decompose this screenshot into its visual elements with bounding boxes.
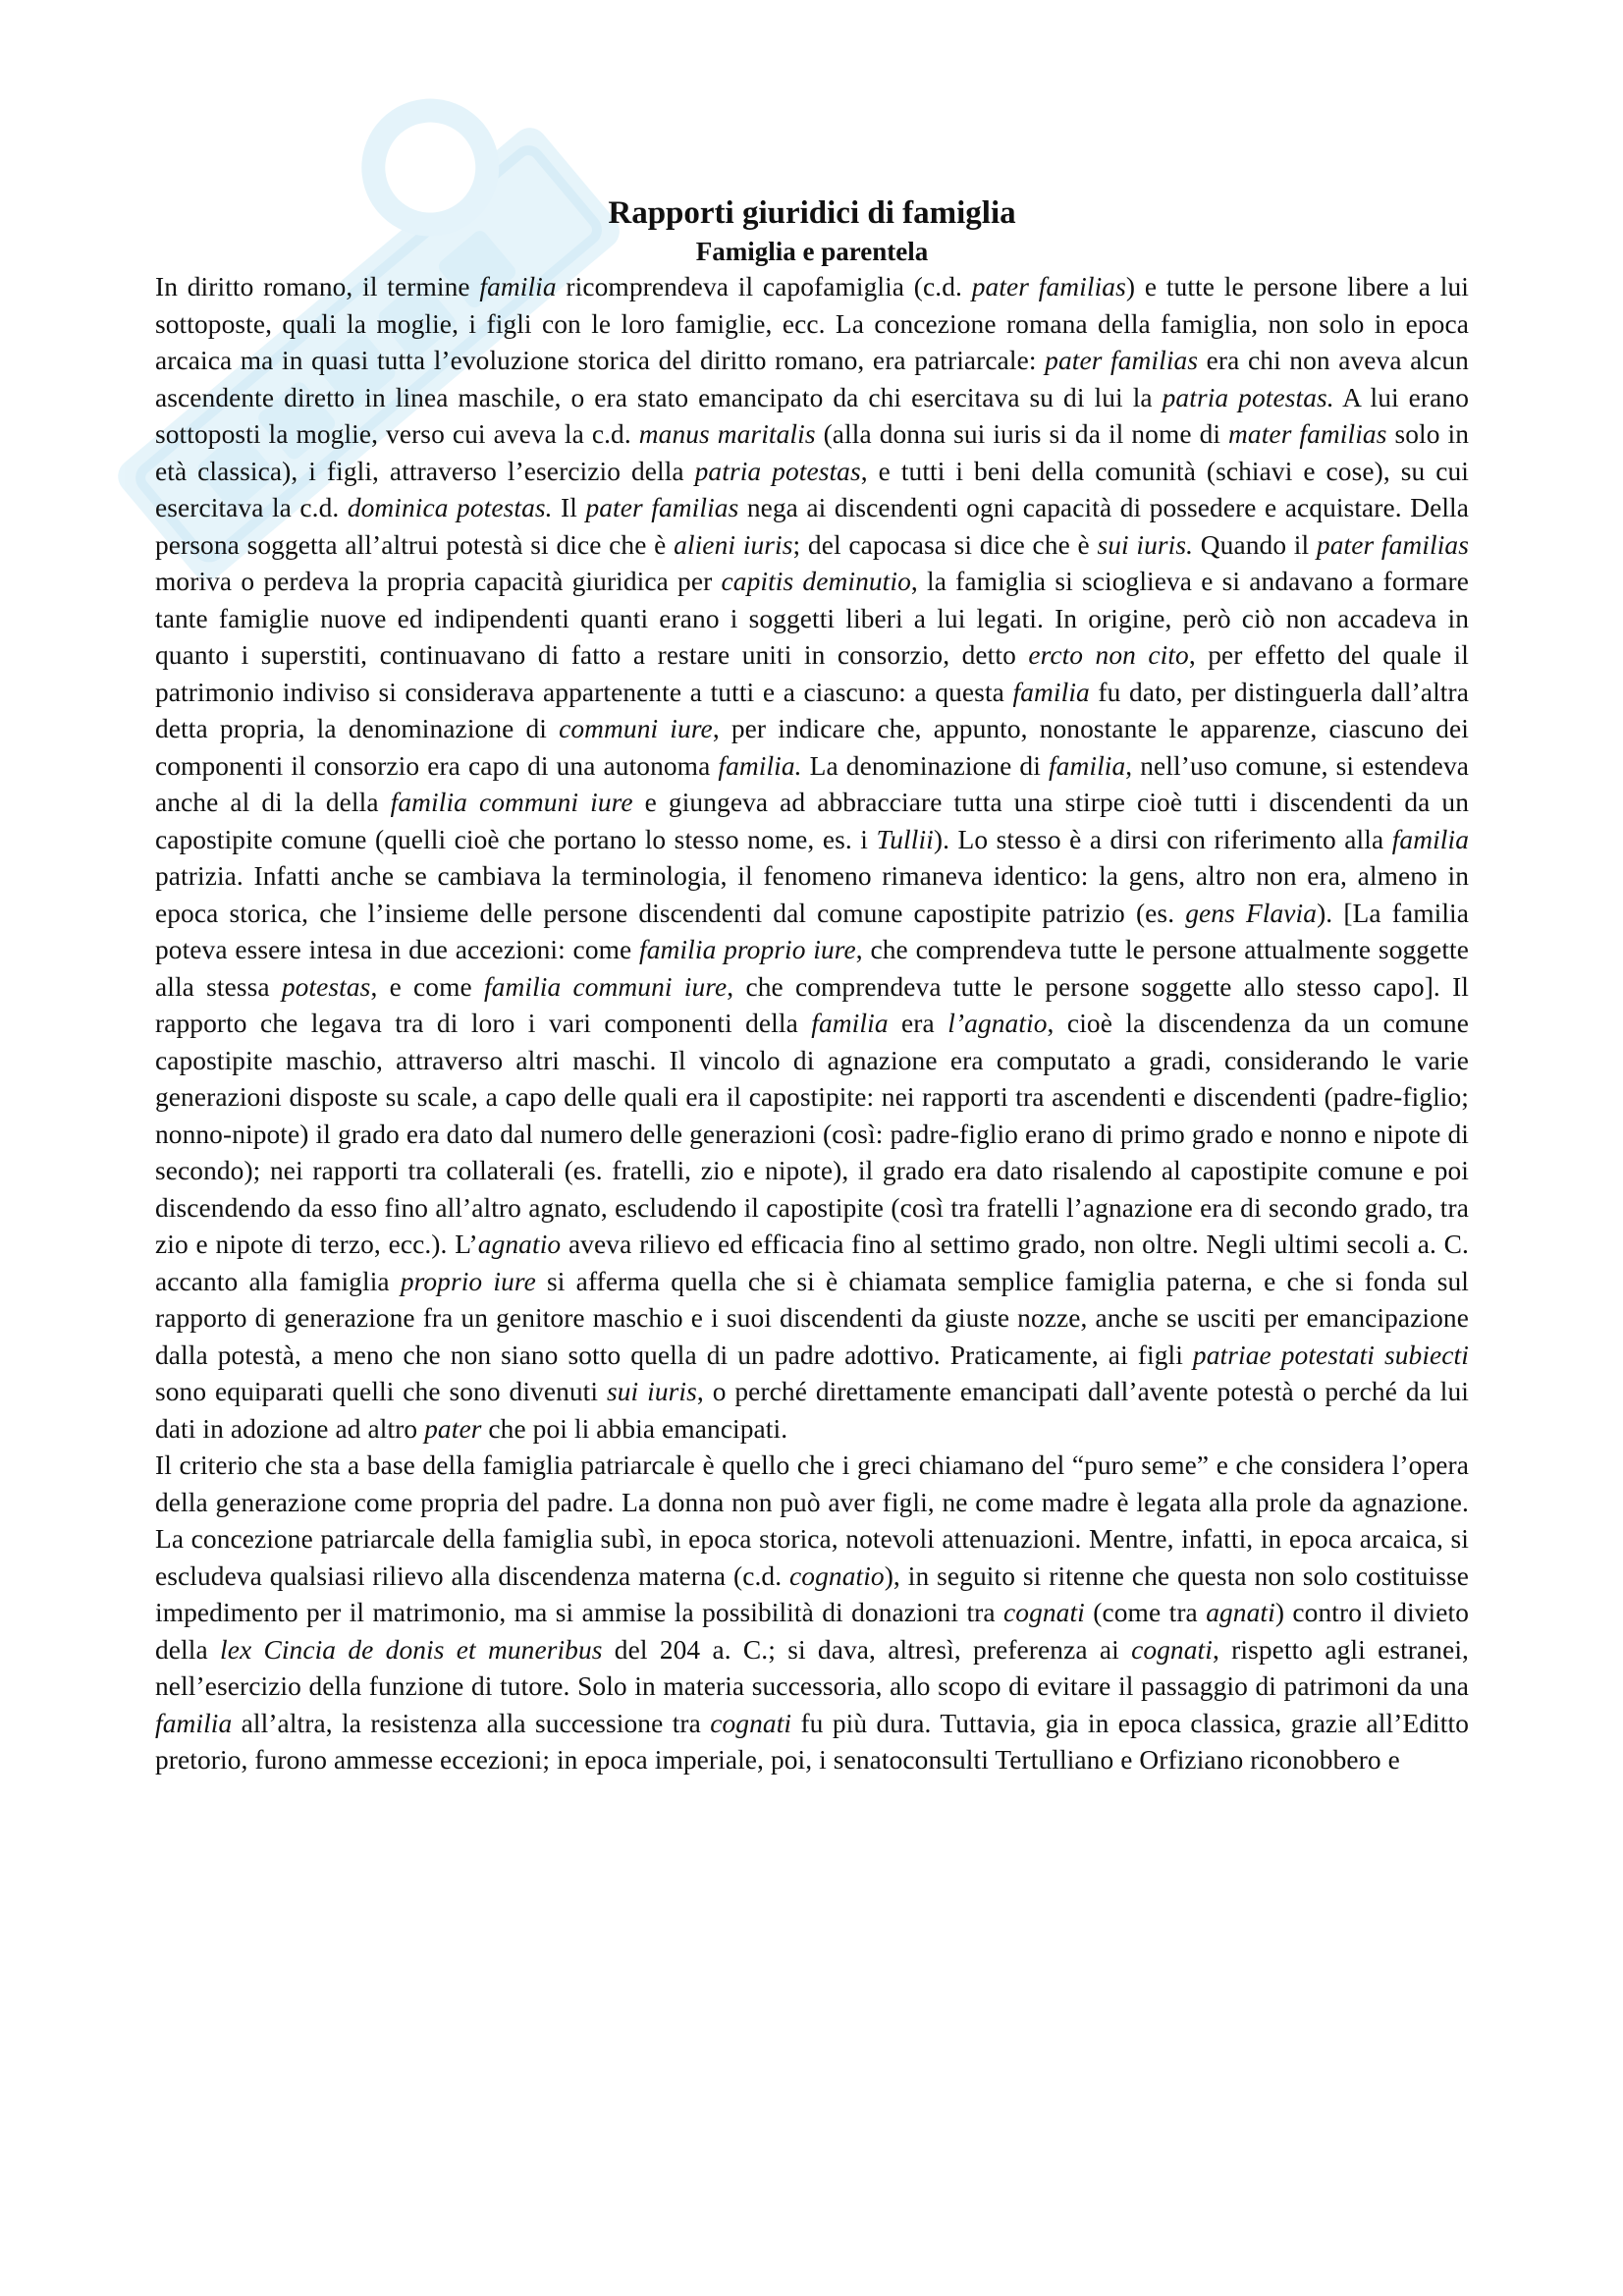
text-run: In diritto romano, il termine bbox=[155, 272, 480, 301]
text-run: , per effetto del quale il patrimonio indiviso si considerava appartenente a tutti e a ciascuno: a questa bbox=[155, 640, 1469, 707]
italic-term: pater familias bbox=[585, 493, 739, 522]
italic-term: familia proprio iure bbox=[639, 935, 856, 964]
document-page bbox=[155, 192, 1469, 1779]
text-run: aveva rilievo ed efficacia fino al settimo grado, non oltre. Negli ultimi secoli a. C. accanto alla famiglia bbox=[155, 1230, 1469, 1296]
italic-term: familia bbox=[479, 272, 557, 301]
italic-term: alieni iuris bbox=[674, 529, 793, 560]
text-run: sono equiparati quelli che sono divenuti bbox=[155, 1377, 607, 1406]
text-run: ricomprendeva il capofamiglia (c.d. bbox=[556, 272, 972, 301]
text-run: ; del capocasa si dice che è bbox=[792, 529, 1098, 560]
document-subtitle: Famiglia e parentela bbox=[695, 237, 929, 266]
text-run: La denominazione di bbox=[801, 750, 1049, 781]
italic-term: Tullii bbox=[876, 824, 934, 854]
italic-term: cognati bbox=[1003, 1598, 1085, 1627]
text-run: moriva o perdeva la propria capacità giuridica per bbox=[155, 567, 722, 596]
italic-term: capitis deminutio bbox=[721, 567, 911, 596]
text-run: Il bbox=[552, 493, 586, 522]
text-run: che poi li abbia emancipati. bbox=[481, 1413, 788, 1444]
text-run: , che comprendeva tutte le persone soggette allo stesso capo]. Il rapporto che legava tra di loro i vari componenti della bbox=[155, 971, 1470, 1038]
italic-term: mater familias bbox=[1228, 419, 1387, 449]
text-run: , che comprendeva tutte le persone attualmente soggette alla stessa bbox=[155, 935, 1470, 1002]
text-run: ), in seguito si ritenne che questa non solo costituisse impedimento per il matrimonio, ma si ammise la possibilità di donazioni tra bbox=[155, 1560, 1470, 1627]
text-run: patrizia. Infatti anche se cambiava la terminologia, il fenomeno rimaneva identico: la gens, altro non era, almeno in epoca storica, che l’insieme delle persone discendenti dal comune capostipite patrizio (es. bbox=[155, 861, 1469, 928]
text-run: (come tra bbox=[1084, 1598, 1207, 1627]
text-run: (alla donna sui iuris si da il nome di bbox=[815, 419, 1229, 449]
italic-term: familia bbox=[1012, 677, 1090, 707]
italic-term: communi iure bbox=[559, 714, 713, 743]
text-run: , e come bbox=[370, 971, 484, 1002]
text-run: , e tutti i beni della comunità (schiavi e cose), su cui esercitava la c.d. bbox=[155, 456, 1469, 522]
italic-term: pater familias bbox=[971, 272, 1126, 301]
text-run: Quando il bbox=[1193, 529, 1317, 560]
text-run: e giungeva ad abbracciare tutta una stirpe cioè tutti i discendenti da un capostipite comune (quelli cioè che portano lo stesso nome, es. i bbox=[155, 788, 1470, 854]
italic-term: agnatio bbox=[477, 1230, 562, 1259]
text-run: fu più dura. Tuttavia, gia in epoca classica, grazie all’Editto pretorio, furono ammesse eccezioni; in epoca imperiale, poi, i senatoconsulti Tertulliano e Orfiziano riconobbero e bbox=[155, 1708, 1469, 1775]
text-run: era chi non aveva alcun ascendente diretto in linea maschile, o era stato emancipato da chi esercitava su di lui la bbox=[155, 346, 1469, 412]
italic-term: cognati bbox=[1131, 1634, 1213, 1665]
italic-term: familia communi iure bbox=[483, 971, 728, 1002]
italic-term: familia bbox=[811, 1009, 889, 1038]
italic-term: patriae potestati subiecti bbox=[1192, 1339, 1469, 1370]
text-run: del 204 a. C.; si dava, altresì, preferenza ai bbox=[602, 1634, 1132, 1665]
italic-term: familia bbox=[1048, 750, 1126, 781]
text-run: solo in età classica), i figli, attraverso l’esercizio della bbox=[155, 419, 1470, 486]
text-run: , rispetto agli estranei, nell’esercizio della funzione di tutore. Solo in materia successoria, allo scopo di evitare il passaggio di patrimoni da una bbox=[155, 1634, 1469, 1701]
text-run: ). [La familia poteva essere intesa in due accezioni: come bbox=[155, 898, 1470, 964]
text-run: Il criterio che sta a base della famiglia patriarcale è quello che i greci chiamano del “puro seme” e che considera l’opera della generazione come propria del padre. La donna non può aver figli, ne come madre è legata alla prole da agnazione. La concezione patriarcale della famiglia subì, in epoca storica, notevoli attenuazioni. Mentre, infatti, in epoca arcaica, si escludeva qualsiasi rilievo alla discendenza materna (c.d. bbox=[155, 1450, 1469, 1591]
text-run: ). Lo stesso è a dirsi con riferimento alla bbox=[933, 824, 1392, 854]
italic-term: manus maritalis bbox=[638, 419, 816, 449]
italic-term: cognatio bbox=[789, 1560, 885, 1591]
italic-term: lex Cincia de donis et muneribus bbox=[219, 1634, 603, 1665]
text-run: , o perché direttamente emancipati dall’avente potestà o perché da lui dati in adozione ad altro bbox=[155, 1377, 1470, 1444]
text-run: ) contro il divieto della bbox=[155, 1598, 1469, 1665]
italic-term: sui iuris. bbox=[1097, 529, 1194, 560]
italic-term: gens Flavia bbox=[1185, 898, 1318, 928]
italic-term: ercto non cito bbox=[1028, 640, 1189, 670]
italic-term: proprio iure bbox=[400, 1266, 536, 1296]
text-run: ) e tutte le persone libere a lui sottoposte, quali la moglie, i figli con le loro famiglie, ecc. La concezione romana della famiglia, non solo in epoca arcaica ma in quasi tutta l’evoluzione storica del diritto romano, era patriarcale: bbox=[155, 272, 1470, 375]
paragraph-1 bbox=[155, 269, 1469, 1448]
paragraph-2 bbox=[155, 1448, 1469, 1779]
text-run: nega ai discendenti ogni capacità di possedere e acquistare. Della persona soggetta all’altrui potestà si dice che è bbox=[155, 493, 1470, 560]
text-run: era bbox=[888, 1009, 948, 1038]
italic-term: l’agnatio bbox=[947, 1009, 1048, 1038]
italic-term: pater familias bbox=[1316, 529, 1469, 560]
italic-term: patria potestas bbox=[694, 456, 861, 486]
italic-term: potestas bbox=[281, 971, 371, 1002]
text-run: si afferma quella che si è chiamata semplice famiglia paterna, e che si fonda sul rapporto di generazione fra un genitore maschio e i suoi discendenti da giuste nozze, anche se usciti per emancipazione dalla potestà, a meno che non siano sotto quella di un padre adottivo. Praticamente, ai figli bbox=[155, 1266, 1469, 1370]
italic-term: familia bbox=[155, 1708, 233, 1738]
text-run: , nell’uso comune, si estendeva anche al di la della bbox=[155, 750, 1469, 817]
italic-term: dominica potestas. bbox=[347, 493, 553, 522]
italic-term: pater bbox=[424, 1413, 482, 1444]
text-run: , cioè la discendenza da un comune capostipite maschio, attraverso altri maschi. Il vincolo di agnazione era computato a gradi, considerando le varie generazioni disposte su scale, a capo delle quali era il capostipite: nei rapporti tra ascendenti e discendenti (padre-figlio; nonno-nipote) il grado era dato dal numero delle generazioni (così: padre-figlio erano di primo grado e nonno e nipote di secondo); nei rapporti tra collaterali (es. fratelli, zio e nipote), il grado era dato risalendo al capostipite comune e poi discendendo da esso fino all’altro agnato, escludendo il capostipite (così tra fratelli l’agnazione era di secondo grado, tra zio e nipote di terzo, ecc.). L’ bbox=[155, 1009, 1469, 1259]
text-run: all’altra, la resistenza alla successione tra bbox=[232, 1708, 711, 1738]
document-title: Rapporti giuridici di famiglia bbox=[608, 195, 1016, 231]
italic-term: familia communi iure bbox=[390, 788, 633, 817]
italic-term: familia bbox=[1391, 824, 1469, 854]
italic-term: patria potestas. bbox=[1162, 382, 1334, 412]
text-run: , per indicare che, appunto, nonostante le apparenze, ciascuno dei componenti il consorzio era capo di una autonoma bbox=[155, 714, 1469, 781]
text-run: A lui erano sottoposti la moglie, verso cui aveva la c.d. bbox=[155, 382, 1469, 449]
text-run: , la famiglia si scioglieva e si andavano a formare tante famiglie nuove ed indipendenti quanti erano i soggetti liberi a lui legati. In origine, però ciò non accadeva in quanto i superstiti, continuavano di fatto a restare uniti in consorzio, detto bbox=[155, 567, 1470, 670]
italic-term: familia. bbox=[718, 750, 802, 781]
text-run: fu dato, per distinguerla dall’altra detta propria, la denominazione di bbox=[155, 677, 1469, 743]
italic-term: pater familias bbox=[1045, 346, 1199, 375]
italic-term: sui iuris bbox=[606, 1377, 697, 1406]
italic-term: agnati bbox=[1206, 1598, 1275, 1627]
italic-term: cognati bbox=[710, 1708, 792, 1738]
